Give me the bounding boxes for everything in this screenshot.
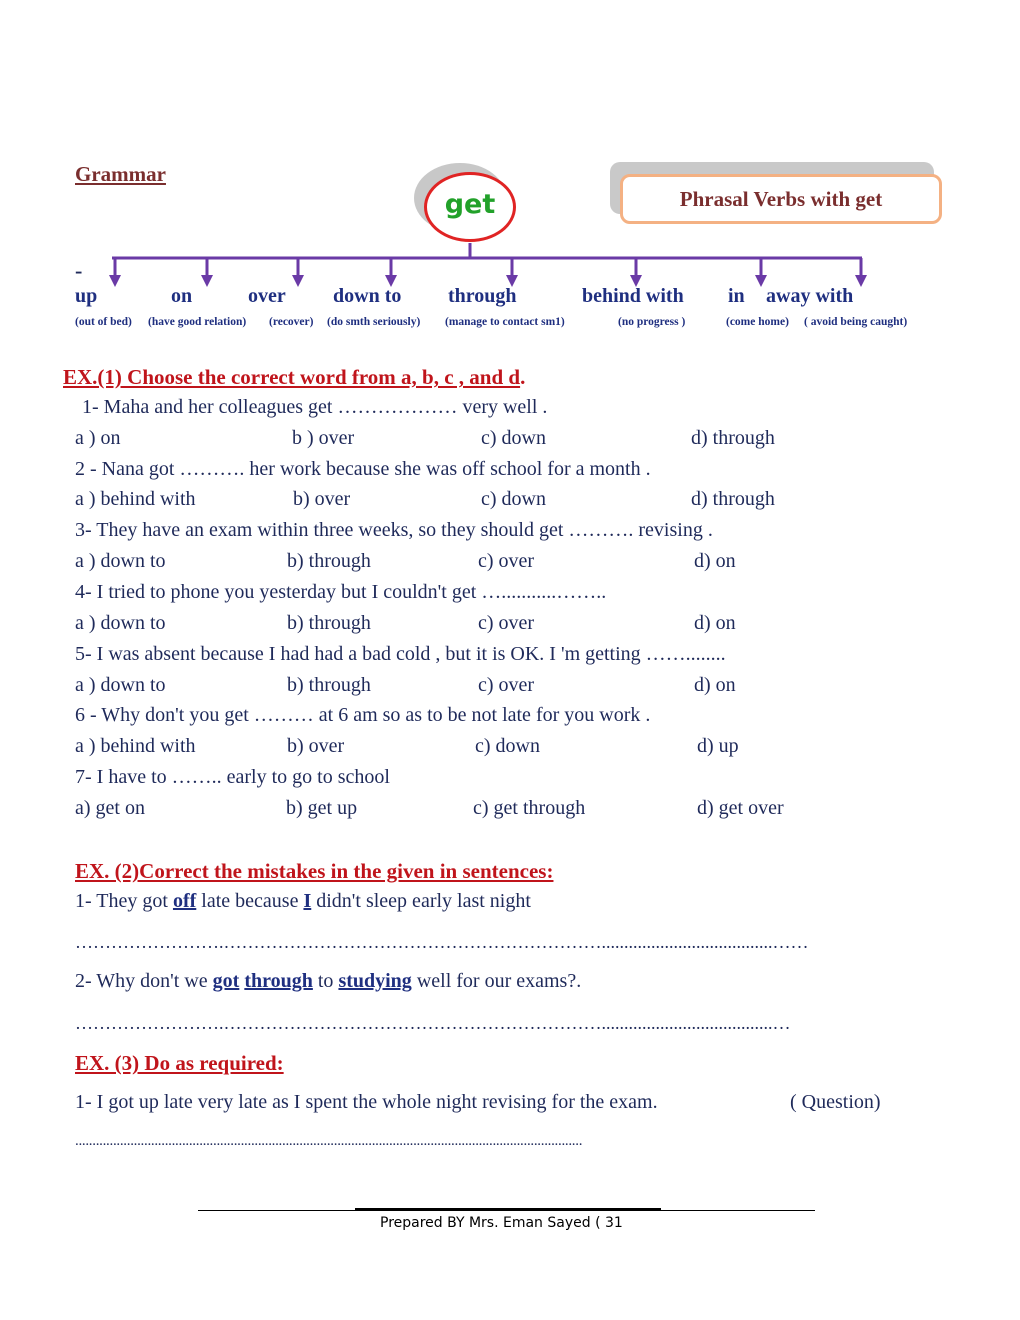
ex3-heading: EX. (3) Do as required: xyxy=(75,1051,284,1075)
ex2-sentence-1: 1- They got off late because I didn't sleep early last night xyxy=(75,890,531,912)
ex1-q3: 3- They have an exam within three weeks, so they should get ………. revising . xyxy=(75,519,713,541)
ex1-q3-opt-b: b) through xyxy=(287,550,371,572)
meaning-behind-with: (no progress ) xyxy=(618,316,686,328)
verb-through: through xyxy=(448,285,517,307)
verb-down-to: down to xyxy=(333,285,402,307)
verb-in: in xyxy=(728,285,745,307)
tree-dash: - xyxy=(75,258,83,283)
ex1-q1-opt-c: c) down xyxy=(481,427,546,449)
ex1-q2-opt-c: c) down xyxy=(481,488,546,510)
ex1-q5-opt-b: b) through xyxy=(287,674,371,696)
ex1-q2-opt-a: a ) behind with xyxy=(75,488,196,510)
ex1-q3-opt-d: d) on xyxy=(694,550,736,572)
ex3-answer-line[interactable]: ................................................................................................................................................... xyxy=(75,1133,583,1149)
ex1-q5-opt-d: d) on xyxy=(694,674,736,696)
ex2-sentence-2: 2- Why don't we got through to studying well for our exams?. xyxy=(75,970,582,992)
mistake-off: off xyxy=(172,890,197,912)
ex1-q4-opt-a: a ) down to xyxy=(75,612,166,634)
verb-behind-with: behind with xyxy=(582,285,684,307)
ex1-q7-opt-a: a) get on xyxy=(75,797,145,819)
meaning-away-with: ( avoid being caught) xyxy=(804,316,908,328)
ex1-q5-opt-a: a ) down to xyxy=(75,674,166,696)
verb-on: on xyxy=(171,285,193,307)
meaning-down-to: (do smth seriously) xyxy=(327,316,421,328)
ex1-q6: 6 - Why don't you get ……… at 6 am so as to be not late for you work . xyxy=(75,704,651,726)
ex1-q4-opt-b: b) through xyxy=(287,612,371,634)
ex1-q4-opt-d: d) on xyxy=(694,612,736,634)
ex1-q1-opt-a: a ) on xyxy=(75,427,121,449)
ex1-q2-opt-b: b) over xyxy=(293,488,351,510)
verb-over: over xyxy=(248,285,286,307)
ex1-q3-opt-c: c) over xyxy=(478,550,535,572)
ex1-q6-opt-d: d) up xyxy=(697,735,739,757)
meaning-on: (have good relation) xyxy=(148,316,247,328)
ex2-heading: EX. (2)Correct the mistakes in the given in sentences: xyxy=(75,859,554,883)
meaning-through: (manage to contact sm1) xyxy=(445,316,565,328)
mistake-through: through xyxy=(244,970,313,992)
ex3-sentence-1: 1- I got up late very late as I spent the whole night revising for the exam. xyxy=(75,1091,658,1113)
mistake-studying: studying xyxy=(338,970,412,992)
ex1-q4-opt-c: c) over xyxy=(478,612,535,634)
meaning-up: (out of bed) xyxy=(75,316,132,328)
ex3-requirement: ( Question) xyxy=(790,1091,881,1113)
ex1-q4: 4- I tried to phone you yesterday but I couldn't get …...........…….. xyxy=(75,581,607,603)
ex1-q6-opt-b: b) over xyxy=(287,735,345,757)
ex1-q7: 7- I have to …….. early to go to school xyxy=(75,766,390,788)
ex2-answer-line-1[interactable]: …………………….………………………………………………………......................................…… xyxy=(75,932,809,952)
ex1-heading: EX.(1) Choose the correct word from a, b, c , and d. xyxy=(63,365,526,389)
center-word: get xyxy=(444,189,496,220)
phrasal-verb-tree xyxy=(0,0,1020,300)
meaning-over: (recover) xyxy=(269,316,314,328)
ex1-q7-opt-b: b) get up xyxy=(286,797,358,819)
ex1-q2-opt-d: d) through xyxy=(691,488,775,510)
ex1-q6-opt-c: c) down xyxy=(475,735,540,757)
ex1-q7-opt-d: d) get over xyxy=(697,797,784,819)
ex1-q1-opt-d: d) through xyxy=(691,427,775,449)
meaning-in: (come home) xyxy=(726,316,789,328)
ex1-q5: 5- I was absent because I had had a bad cold , but it is OK. I 'm getting ……........ xyxy=(75,643,726,665)
ex1-q5-opt-c: c) over xyxy=(478,674,535,696)
ex1-q1-opt-b: b ) over xyxy=(292,427,355,449)
ex1-q6-opt-a: a ) behind with xyxy=(75,735,196,757)
ex1-q7-opt-c: c) get through xyxy=(473,797,586,819)
page-title: Phrasal Verbs with get xyxy=(620,174,942,224)
mistake-got: got xyxy=(212,970,240,992)
ex2-answer-line-2[interactable]: …………………….………………………………………………………......................................… xyxy=(75,1013,791,1033)
ex1-q1: 1- Maha and her colleagues get ……………… very well . xyxy=(82,396,548,418)
footer-credit: Prepared BY Mrs. Eman Sayed ( 31 xyxy=(380,1215,623,1231)
ex1-q3-opt-a: a ) down to xyxy=(75,550,166,572)
ex1-q2: 2 - Nana got ………. her work because she was off school for a month . xyxy=(75,458,651,480)
section-title: Grammar xyxy=(75,162,166,186)
verb-away-with: away with xyxy=(766,285,854,307)
footer-rule xyxy=(198,1210,815,1211)
mistake-i: I xyxy=(303,890,312,912)
verb-up: up xyxy=(75,285,98,307)
